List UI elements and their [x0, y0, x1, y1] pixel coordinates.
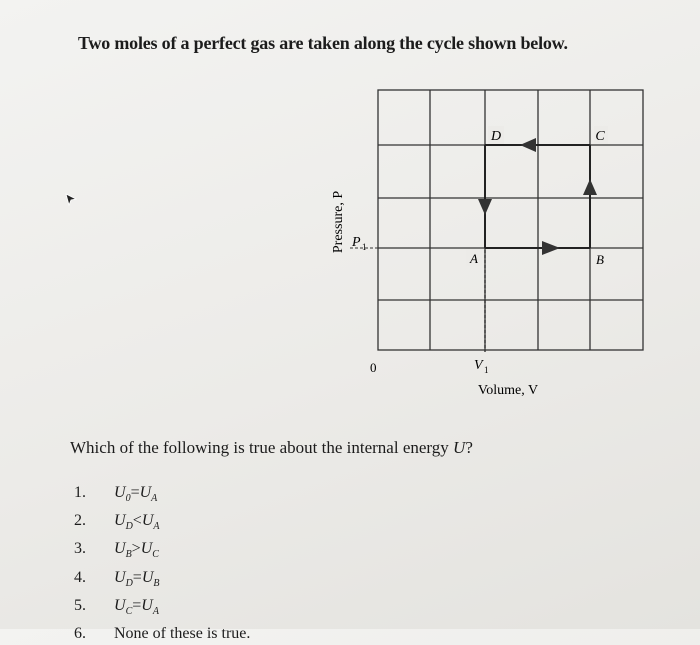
- choice-text: $U_C=U_A$: [114, 596, 159, 617]
- choice-number: 1.: [74, 484, 86, 501]
- point-a-label: A: [470, 251, 478, 266]
- point-c-label: C: [595, 129, 605, 144]
- point-d-label: D: [490, 129, 502, 144]
- choice-number: 2.: [74, 512, 86, 530]
- x-axis-label: Volume, V: [477, 383, 539, 398]
- answer-choice-1: [74, 482, 250, 510]
- choice-text: $U_0=U_A$: [114, 484, 158, 505]
- answer-choices-list: [74, 482, 250, 645]
- svg-text:P: P: [352, 235, 361, 250]
- problem-statement: Two moles of a perfect gas are taken along the cycle shown below.: [78, 33, 568, 53]
- answer-choice-6: [74, 623, 250, 645]
- arrow-d-to-a: [478, 199, 492, 215]
- answer-choice-4: [74, 567, 250, 595]
- choice-number: 4.: [74, 568, 86, 586]
- choice-text: $U_B>U_C$: [114, 540, 159, 561]
- choice-text: $U_D<U_A$: [114, 512, 160, 533]
- arrow-c-to-d: [520, 138, 536, 152]
- arrow-b-to-c: [583, 179, 597, 195]
- answer-choice-3: [74, 538, 250, 566]
- choice-number: 3.: [74, 540, 86, 558]
- choice-text: None of these is true.: [114, 624, 251, 642]
- y-axis-label: Pressure, P: [331, 190, 346, 254]
- choice-text: $U_D=U_B$: [114, 568, 160, 589]
- answer-choice-5: [74, 595, 250, 623]
- origin-label: 0: [370, 360, 377, 375]
- svg-text:1: 1: [484, 365, 489, 375]
- choice-number: 6.: [74, 624, 86, 642]
- answer-choice-2: [74, 510, 250, 538]
- arrow-a-to-b: [542, 241, 560, 255]
- point-b-label: B: [596, 252, 604, 267]
- p1-tick-label: [351, 235, 367, 252]
- svg-text:V: V: [474, 358, 483, 373]
- v1-tick-label: [474, 358, 489, 375]
- svg-text:1: 1: [362, 242, 367, 252]
- question-text: Which of the following is true about the internal energy U?: [70, 438, 473, 457]
- choice-number: 5.: [74, 596, 86, 614]
